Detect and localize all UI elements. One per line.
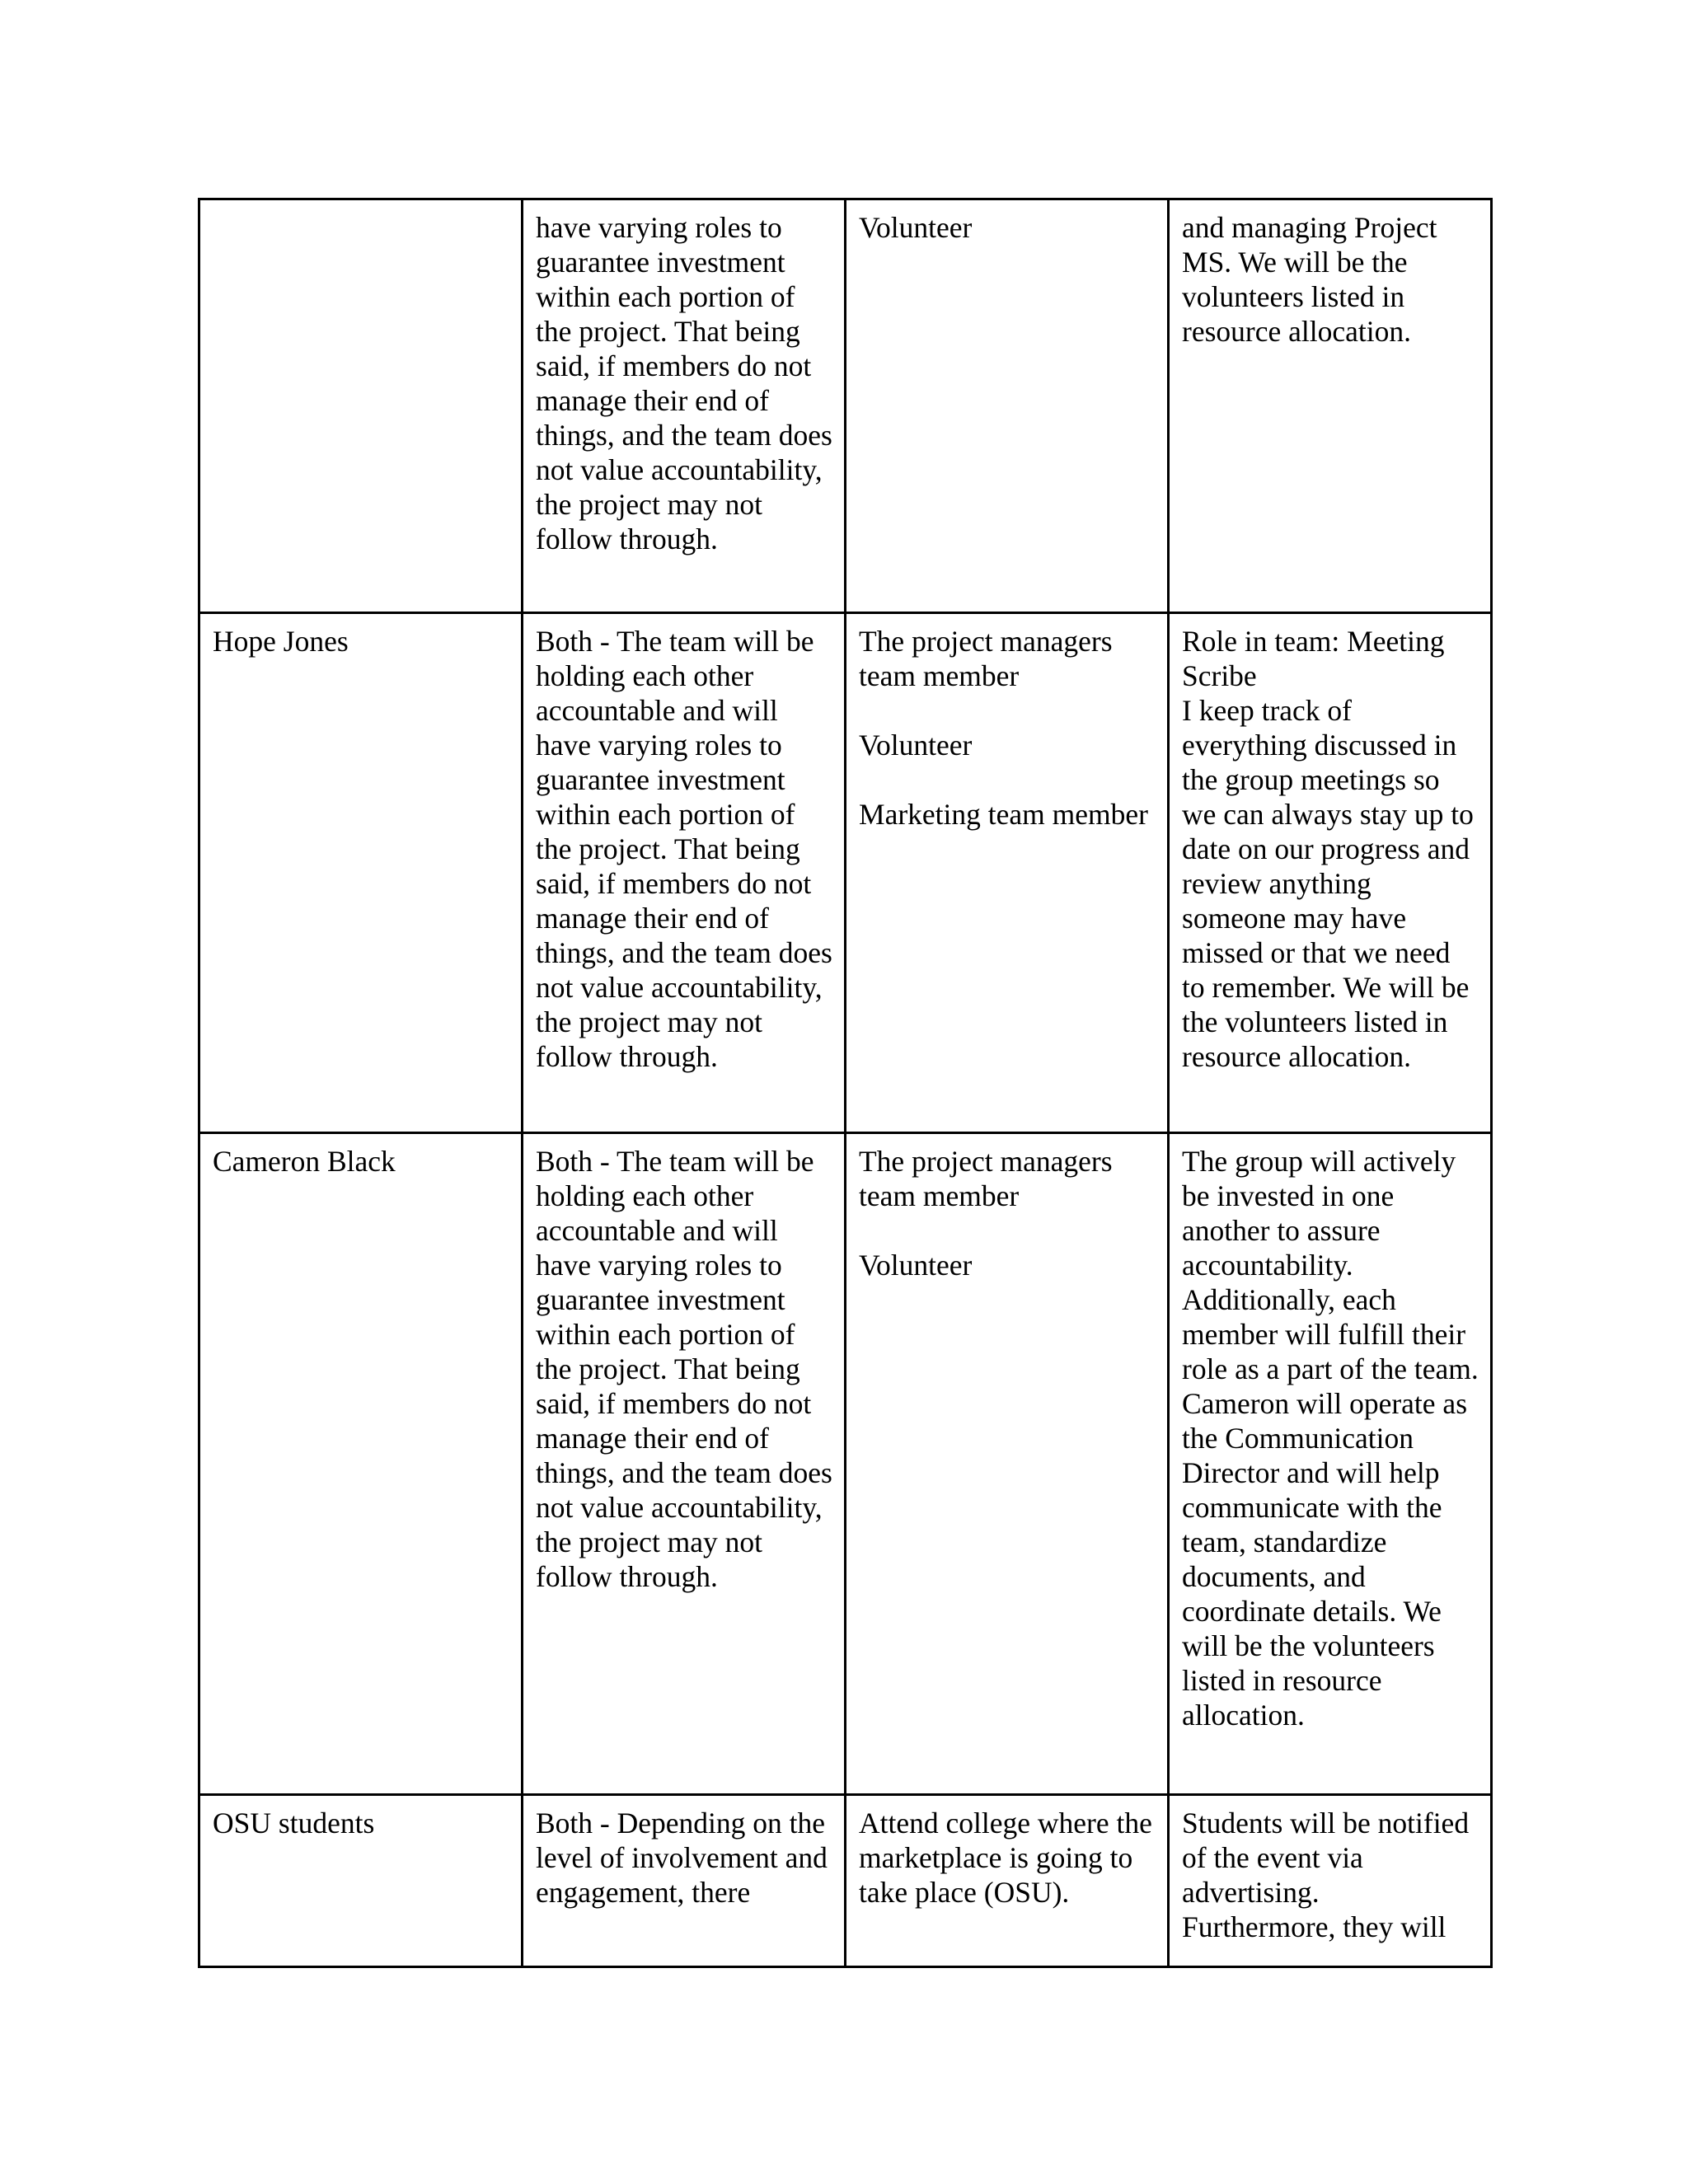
table-row — [199, 199, 1492, 613]
relationship-cell: Attend college where the marketplace is going to take place (OSU). — [846, 1795, 1169, 1967]
stakeholder-name-cell: OSU students — [199, 1795, 523, 1967]
table-row — [199, 1795, 1492, 1967]
engagement-cell: Students will be notified of the event via advertising. Furthermore, they will — [1169, 1795, 1492, 1967]
stakeholder-name-cell: Hope Jones — [199, 613, 523, 1133]
relationship-cell: Volunteer — [846, 199, 1169, 613]
influence-cell: have varying roles to guarantee investment within each portion of the project. That being said, if members do not manage their end of things, and the team does not value accountability, the project may not follow through. — [523, 199, 846, 613]
stakeholder-table — [198, 198, 1493, 1968]
engagement-cell: and managing Project MS. We will be the volunteers listed in resource allocation. — [1169, 199, 1492, 613]
relationship-cell: The project managers team member Volunteer Marketing team member — [846, 613, 1169, 1133]
table-row — [199, 613, 1492, 1133]
relationship-cell: The project managers team member Volunteer — [846, 1133, 1169, 1795]
stakeholder-name-cell — [199, 199, 523, 613]
table-row — [199, 1133, 1492, 1795]
stakeholder-name-cell: Cameron Black — [199, 1133, 523, 1795]
engagement-cell: Role in team: Meeting Scribe I keep track of everything discussed in the group meetings so we can always stay up to date on our progress and review anything someone may have missed or that we need to remember. We will be the volunteers listed in resource allocation. — [1169, 613, 1492, 1133]
influence-cell: Both - Depending on the level of involvement and engagement, there — [523, 1795, 846, 1967]
influence-cell: Both - The team will be holding each other accountable and will have varying roles to guarantee investment within each portion of the project. That being said, if members do not manage their end of things, and the team does not value accountability, the project may not follow through. — [523, 613, 846, 1133]
engagement-cell: The group will actively be invested in one another to assure accountability. Additionally, each member will fulfill their role as a part of the team. Cameron will operate as the Communication Director and will help communicate with the team, standardize documents, and coordinate details. We will be the volunteers listed in resource allocation. — [1169, 1133, 1492, 1795]
influence-cell: Both - The team will be holding each other accountable and will have varying roles to guarantee investment within each portion of the project. That being said, if members do not manage their end of things, and the team does not value accountability, the project may not follow through. — [523, 1133, 846, 1795]
